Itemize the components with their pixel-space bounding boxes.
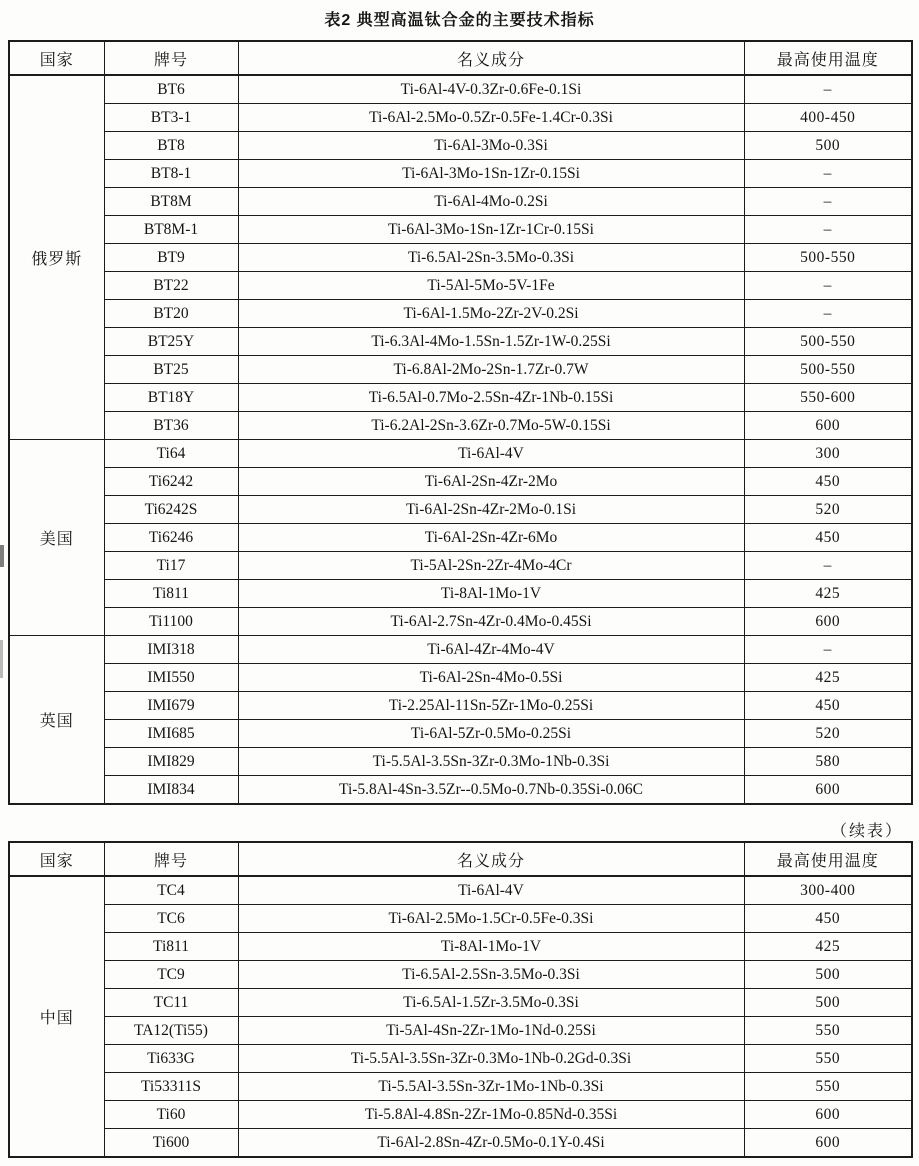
country-cell: 俄罗斯 xyxy=(9,75,104,440)
composition-cell: Ti-2.25Al-11Sn-5Zr-1Mo-0.25Si xyxy=(238,692,744,720)
grade-cell: Ti17 xyxy=(104,552,238,580)
table-row xyxy=(9,524,912,552)
alloy-table-continued xyxy=(8,841,913,1158)
grade-cell: BT8 xyxy=(104,132,238,160)
temperature-cell: 500-550 xyxy=(744,244,912,272)
table-row xyxy=(9,1129,912,1158)
composition-cell: Ti-6Al-4V xyxy=(238,876,744,905)
table-row xyxy=(9,244,912,272)
temperature-cell: 520 xyxy=(744,720,912,748)
composition-cell: Ti-8Al-1Mo-1V xyxy=(238,933,744,961)
grade-cell: Ti6246 xyxy=(104,524,238,552)
composition-cell: Ti-6.5Al-2Sn-3.5Mo-0.3Si xyxy=(238,244,744,272)
temperature-cell: – xyxy=(744,552,912,580)
table-row xyxy=(9,720,912,748)
temperature-cell: 520 xyxy=(744,496,912,524)
temperature-cell: 300-400 xyxy=(744,876,912,905)
temperature-cell: – xyxy=(744,272,912,300)
page-title: 表2 典型高温钛合金的主要技术指标 xyxy=(324,12,595,29)
grade-cell: BT25 xyxy=(104,356,238,384)
composition-cell: Ti-6Al-2.7Sn-4Zr-0.4Mo-0.45Si xyxy=(238,608,744,636)
grade-cell: IMI685 xyxy=(104,720,238,748)
grade-cell: Ti64 xyxy=(104,440,238,468)
table-row xyxy=(9,580,912,608)
column-header-0: 国家 xyxy=(9,842,104,876)
composition-cell: Ti-6Al-4Zr-4Mo-4V xyxy=(238,636,744,664)
temperature-cell: 500 xyxy=(744,961,912,989)
temperature-cell: 500 xyxy=(744,132,912,160)
country-cell: 美国 xyxy=(9,440,104,636)
table-row xyxy=(9,104,912,132)
table-row xyxy=(9,1045,912,1073)
table-row xyxy=(9,989,912,1017)
table-row xyxy=(9,300,912,328)
grade-cell: IMI834 xyxy=(104,776,238,805)
table-row xyxy=(9,692,912,720)
grade-cell: Ti6242S xyxy=(104,496,238,524)
table-row xyxy=(9,776,912,805)
country-cell: 英国 xyxy=(9,636,104,805)
temperature-cell: – xyxy=(744,300,912,328)
table-row xyxy=(9,272,912,300)
grade-cell: TC4 xyxy=(104,876,238,905)
temperature-cell: 500-550 xyxy=(744,356,912,384)
grade-cell: Ti53311S xyxy=(104,1073,238,1101)
table-row xyxy=(9,933,912,961)
table-row xyxy=(9,412,912,440)
table-row xyxy=(9,216,912,244)
grade-cell: Ti60 xyxy=(104,1101,238,1129)
grade-cell: IMI550 xyxy=(104,664,238,692)
composition-cell: Ti-6.2Al-2Sn-3.6Zr-0.7Mo-5W-0.15Si xyxy=(238,412,744,440)
table-row xyxy=(9,356,912,384)
temperature-cell: 580 xyxy=(744,748,912,776)
temperature-cell: 600 xyxy=(744,412,912,440)
grade-cell: BT22 xyxy=(104,272,238,300)
composition-cell: Ti-6.3Al-4Mo-1.5Sn-1.5Zr-1W-0.25Si xyxy=(238,328,744,356)
column-header-2: 名义成分 xyxy=(238,41,744,75)
grade-cell: BT8M xyxy=(104,188,238,216)
grade-cell: Ti6242 xyxy=(104,468,238,496)
temperature-cell: – xyxy=(744,216,912,244)
temperature-cell: 425 xyxy=(744,580,912,608)
grade-cell: BT36 xyxy=(104,412,238,440)
temperature-cell: 550 xyxy=(744,1045,912,1073)
grade-cell: IMI679 xyxy=(104,692,238,720)
table-row xyxy=(9,748,912,776)
grade-cell: TC11 xyxy=(104,989,238,1017)
composition-cell: Ti-6Al-3Mo-1Sn-1Zr-1Cr-0.15Si xyxy=(238,216,744,244)
temperature-cell: – xyxy=(744,75,912,104)
temperature-cell: 550-600 xyxy=(744,384,912,412)
composition-cell: Ti-6Al-3Mo-0.3Si xyxy=(238,132,744,160)
temperature-cell: 450 xyxy=(744,524,912,552)
temperature-cell: – xyxy=(744,188,912,216)
composition-cell: Ti-5Al-4Sn-2Zr-1Mo-1Nd-0.25Si xyxy=(238,1017,744,1045)
table-row xyxy=(9,961,912,989)
header-row xyxy=(9,41,912,75)
composition-cell: Ti-6Al-3Mo-1Sn-1Zr-0.15Si xyxy=(238,160,744,188)
composition-cell: Ti-6Al-4Mo-0.2Si xyxy=(238,188,744,216)
grade-cell: IMI318 xyxy=(104,636,238,664)
table-row xyxy=(9,132,912,160)
table-row xyxy=(9,664,912,692)
table-row xyxy=(9,552,912,580)
table-row xyxy=(9,440,912,468)
temperature-cell: 550 xyxy=(744,1017,912,1045)
grade-cell: Ti600 xyxy=(104,1129,238,1158)
column-header-0: 国家 xyxy=(9,41,104,75)
alloy-table-main xyxy=(8,40,913,805)
column-header-3: 最高使用温度 xyxy=(744,842,912,876)
table-row xyxy=(9,905,912,933)
table-row xyxy=(9,160,912,188)
composition-cell: Ti-8Al-1Mo-1V xyxy=(238,580,744,608)
header-row xyxy=(9,842,912,876)
temperature-cell: 500-550 xyxy=(744,328,912,356)
composition-cell: Ti-6Al-2.8Sn-4Zr-0.5Mo-0.1Y-0.4Si xyxy=(238,1129,744,1158)
composition-cell: Ti-6Al-2Sn-4Mo-0.5Si xyxy=(238,664,744,692)
temperature-cell: 400-450 xyxy=(744,104,912,132)
grade-cell: TC9 xyxy=(104,961,238,989)
composition-cell: Ti-6Al-5Zr-0.5Mo-0.25Si xyxy=(238,720,744,748)
temperature-cell: 450 xyxy=(744,905,912,933)
composition-cell: Ti-6Al-2Sn-4Zr-2Mo xyxy=(238,468,744,496)
table-row xyxy=(9,188,912,216)
scan-artifact xyxy=(0,640,3,678)
composition-cell: Ti-6Al-4V xyxy=(238,440,744,468)
grade-cell: BT18Y xyxy=(104,384,238,412)
grade-cell: BT8-1 xyxy=(104,160,238,188)
column-header-2: 名义成分 xyxy=(238,842,744,876)
column-header-3: 最高使用温度 xyxy=(744,41,912,75)
temperature-cell: – xyxy=(744,636,912,664)
table-row xyxy=(9,468,912,496)
grade-cell: Ti811 xyxy=(104,580,238,608)
composition-cell: Ti-6Al-1.5Mo-2Zr-2V-0.2Si xyxy=(238,300,744,328)
continued-table-label: （续表） xyxy=(830,823,903,840)
temperature-cell: 600 xyxy=(744,1101,912,1129)
column-header-1: 牌号 xyxy=(104,842,238,876)
composition-cell: Ti-5Al-2Sn-2Zr-4Mo-4Cr xyxy=(238,552,744,580)
table-row xyxy=(9,636,912,664)
table-row xyxy=(9,876,912,905)
grade-cell: TA12(Ti55) xyxy=(104,1017,238,1045)
composition-cell: Ti-5.5Al-3.5Sn-3Zr-0.3Mo-1Nb-0.3Si xyxy=(238,748,744,776)
table-row xyxy=(9,496,912,524)
table-row xyxy=(9,328,912,356)
composition-cell: Ti-5.5Al-3.5Sn-3Zr-1Mo-1Nb-0.3Si xyxy=(238,1073,744,1101)
temperature-cell: 600 xyxy=(744,776,912,805)
table-row xyxy=(9,1101,912,1129)
scan-artifact xyxy=(0,545,4,567)
grade-cell: Ti1100 xyxy=(104,608,238,636)
temperature-cell: – xyxy=(744,160,912,188)
composition-cell: Ti-5.8Al-4.8Sn-2Zr-1Mo-0.85Nd-0.35Si xyxy=(238,1101,744,1129)
table-row xyxy=(9,1073,912,1101)
composition-cell: Ti-5.8Al-4Sn-3.5Zr--0.5Mo-0.7Nb-0.35Si-0.06C xyxy=(238,776,744,805)
temperature-cell: 300 xyxy=(744,440,912,468)
composition-cell: Ti-6Al-2Sn-4Zr-2Mo-0.1Si xyxy=(238,496,744,524)
composition-cell: Ti-6Al-2.5Mo-0.5Zr-0.5Fe-1.4Cr-0.3Si xyxy=(238,104,744,132)
composition-cell: Ti-6Al-4V-0.3Zr-0.6Fe-0.1Si xyxy=(238,75,744,104)
grade-cell: TC6 xyxy=(104,905,238,933)
temperature-cell: 550 xyxy=(744,1073,912,1101)
temperature-cell: 450 xyxy=(744,692,912,720)
composition-cell: Ti-6.5Al-2.5Sn-3.5Mo-0.3Si xyxy=(238,961,744,989)
composition-cell: Ti-5Al-5Mo-5V-1Fe xyxy=(238,272,744,300)
table-row xyxy=(9,75,912,104)
grade-cell: BT8M-1 xyxy=(104,216,238,244)
grade-cell: BT25Y xyxy=(104,328,238,356)
grade-cell: Ti633G xyxy=(104,1045,238,1073)
grade-cell: BT6 xyxy=(104,75,238,104)
composition-cell: Ti-6Al-2.5Mo-1.5Cr-0.5Fe-0.3Si xyxy=(238,905,744,933)
grade-cell: BT9 xyxy=(104,244,238,272)
temperature-cell: 500 xyxy=(744,989,912,1017)
temperature-cell: 425 xyxy=(744,664,912,692)
composition-cell: Ti-5.5Al-3.5Sn-3Zr-0.3Mo-1Nb-0.2Gd-0.3Si xyxy=(238,1045,744,1073)
composition-cell: Ti-6.8Al-2Mo-2Sn-1.7Zr-0.7W xyxy=(238,356,744,384)
table-row xyxy=(9,608,912,636)
temperature-cell: 450 xyxy=(744,468,912,496)
grade-cell: BT3-1 xyxy=(104,104,238,132)
composition-cell: Ti-6Al-2Sn-4Zr-6Mo xyxy=(238,524,744,552)
column-header-1: 牌号 xyxy=(104,41,238,75)
table-row xyxy=(9,384,912,412)
temperature-cell: 600 xyxy=(744,1129,912,1158)
grade-cell: IMI829 xyxy=(104,748,238,776)
country-cell: 中国 xyxy=(9,876,104,1157)
table-row xyxy=(9,1017,912,1045)
grade-cell: BT20 xyxy=(104,300,238,328)
temperature-cell: 600 xyxy=(744,608,912,636)
composition-cell: Ti-6.5Al-1.5Zr-3.5Mo-0.3Si xyxy=(238,989,744,1017)
temperature-cell: 425 xyxy=(744,933,912,961)
grade-cell: Ti811 xyxy=(104,933,238,961)
composition-cell: Ti-6.5Al-0.7Mo-2.5Sn-4Zr-1Nb-0.15Si xyxy=(238,384,744,412)
